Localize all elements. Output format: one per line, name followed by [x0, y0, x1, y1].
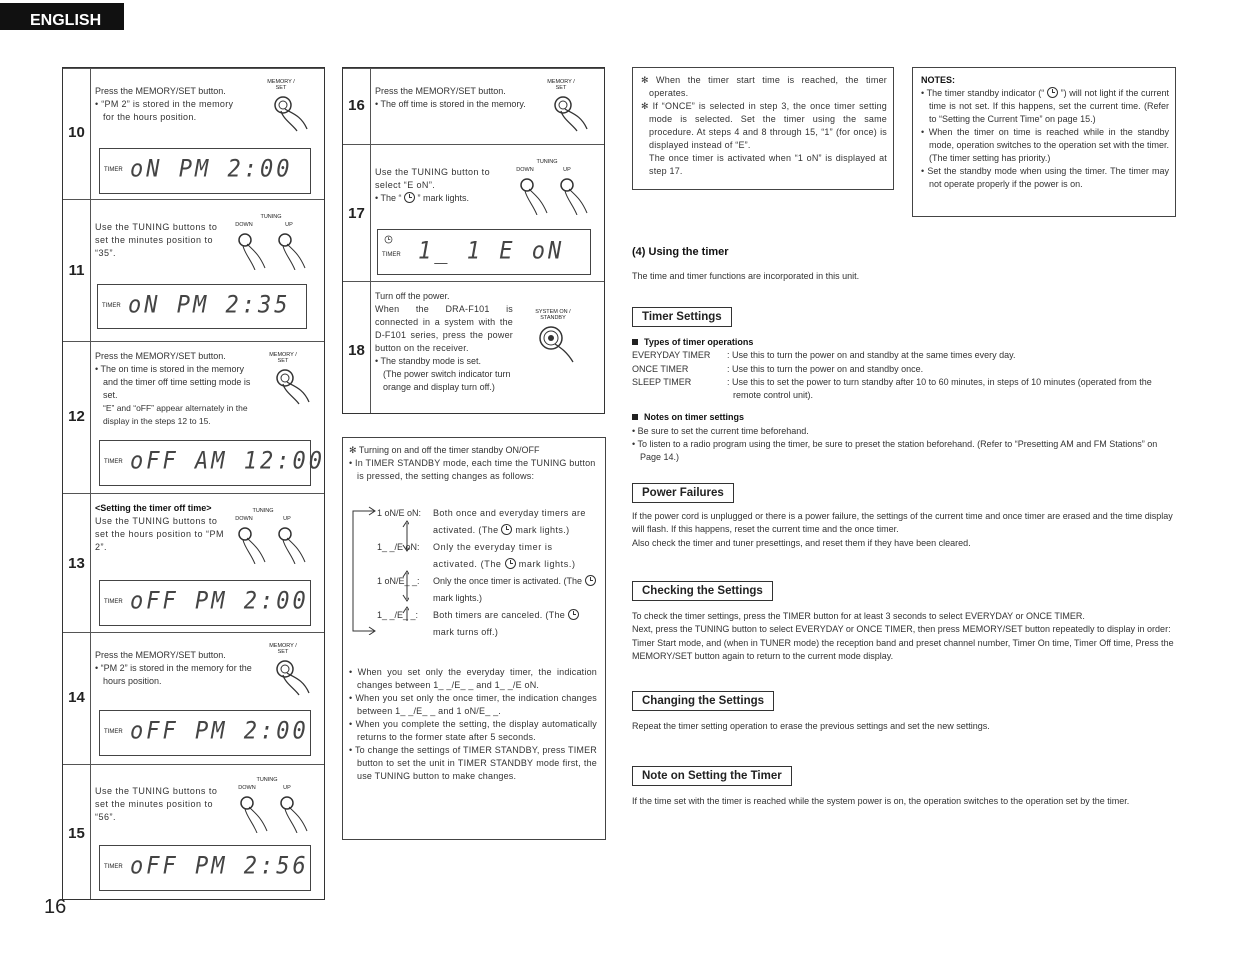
- step-instruction: Use the TUNING buttons to set the minutes position to “35”.: [95, 222, 218, 258]
- step-number: 18: [348, 342, 365, 359]
- tuning-label: TUNING: [252, 508, 274, 514]
- standby-intro: • In TIMER STANDBY mode, each time the TUNING button is pressed, the setting changes as follows:: [349, 458, 596, 481]
- timer-notes-box: ✻ When the timer start time is reached, the timer operates. ✻ If “ONCE” is selected in step 3, the once timer setting mode is selected. Set the timer using the same procedure. At steps 4 and 8 through 15, “1” (for once) is displayed instead of “E”. The once timer is activated when “1 oN” is displayed at step 17.: [632, 67, 894, 190]
- section-title: (4) Using the timer: [632, 246, 729, 258]
- up-label: UP: [283, 516, 291, 522]
- memory-set-label: MEMORY / SET: [547, 79, 575, 91]
- up-label: UP: [285, 222, 293, 228]
- step-14: [63, 632, 324, 765]
- standby-title: ✻ Turning on and off the timer standby ON/OFF: [349, 445, 540, 455]
- tuning-label: TUNING: [256, 777, 278, 783]
- hand-press-icon: [273, 657, 313, 697]
- step-number: 12: [68, 408, 85, 425]
- step-number: 11: [68, 262, 85, 279]
- hand-press-icon: [235, 230, 315, 270]
- timer-clock-icon: [1047, 87, 1058, 98]
- timer-clock-icon: [568, 609, 579, 620]
- down-label: DOWN: [235, 222, 253, 228]
- step-number: 14: [68, 689, 85, 706]
- hand-press-icon: [551, 93, 591, 133]
- hand-press-icon: [237, 793, 317, 833]
- memory-set-label: MEMORY / SET: [269, 643, 297, 655]
- step-13: [63, 493, 324, 633]
- step-instruction: <Setting the timer off time> Use the TUNING buttons to set the hours position to “PM 2”.: [95, 503, 225, 552]
- step-17: [343, 144, 604, 282]
- step-instruction: Use the TUNING buttons to set the minutes position to “56”.: [95, 786, 218, 822]
- timer-clock-icon: [501, 524, 512, 535]
- changing-settings-body: Repeat the timer setting operation to erase the previous settings and set the new settings.: [632, 721, 990, 731]
- tuning-label: TUNING: [260, 214, 282, 220]
- down-label: DOWN: [238, 785, 256, 791]
- system-standby-label: SYSTEM ON / STANDBY: [535, 309, 571, 321]
- hand-press-icon: [271, 93, 311, 133]
- timer-display: TIMER 1_ 1 E oN: [377, 229, 591, 275]
- step-number: 16: [348, 97, 365, 114]
- steps-mid-panel: [342, 67, 605, 414]
- step-instruction: Turn off the power. When the DRA-F101 is connected in a system with the D-F101 series, press the power button on the receiver. • The standby mode is set. (The power switch indicator turn orange and display turn off.): [375, 291, 513, 392]
- step-18: [343, 281, 604, 416]
- timer-clock-icon: [385, 236, 393, 244]
- step-12: [63, 341, 324, 494]
- step-instruction: Press the MEMORY/SET button. • “PM 2” is stored in the memory for the hours position.: [95, 650, 252, 686]
- notes-item: • Set the standby mode when using the timer. The timer may not operate properly if the power is on.: [921, 166, 1169, 189]
- step-number: 13: [68, 555, 85, 572]
- timer-clock-icon: [404, 192, 415, 203]
- mark-lights-note: • The “ ” mark lights.: [375, 193, 470, 203]
- heading-power-failures: Power Failures: [632, 483, 734, 503]
- notes-item: • When the timer on time is reached while in the standby mode, operation switches to the operation set with the timer. (The timer setting has priority.): [921, 127, 1169, 163]
- heading-note-setting-timer: Note on Setting the Timer: [632, 766, 792, 786]
- step-10: [63, 68, 324, 200]
- notes-item: • The timer standby indicator (“ ”) will not light if the current time is not set. If this happens, set the current time. (Refer to “Setting the Current Time” on page 15.): [921, 88, 1169, 124]
- down-label: DOWN: [235, 516, 253, 522]
- hand-press-icon: [235, 524, 315, 564]
- heading-timer-settings: Timer Settings: [632, 307, 732, 327]
- step-16: [343, 68, 604, 145]
- language-tab: ENGLISH: [0, 3, 124, 30]
- hand-press-icon: [273, 366, 313, 406]
- heading-changing-settings: Changing the Settings: [632, 691, 774, 711]
- power-failures-body: If the power cord is unplugged or there is a power failure, the settings of the current time and once timer are erased and the time display will flash. If this happens, reset the current time and the once timer. Also check the timer and tuner presettings, and reset them if they have been cleared.: [632, 511, 1173, 548]
- down-label: DOWN: [516, 167, 534, 173]
- page-number: 16: [44, 896, 67, 918]
- timer-standby-box: [342, 437, 606, 840]
- step-11: [63, 199, 324, 342]
- timer-display: TIMER oFF PM 2:00: [99, 580, 311, 626]
- timer-clock-icon: [585, 575, 596, 586]
- hand-press-icon: [517, 175, 597, 215]
- step-number: 17: [348, 205, 365, 222]
- memory-set-label: MEMORY / SET: [269, 352, 297, 364]
- step-instruction: Press the MEMORY/SET button. • “PM 2” is stored in the memory for the hours position.: [95, 86, 234, 122]
- timer-display: TIMER oFF AM 12:00: [99, 440, 311, 486]
- cycle-list: 1 oN/E oN: Both once and everyday timers are activated. (The mark lights.) 1_ _/E oN: Only the everyday timer is activated. (The mark lights.) 1 oN/E_ _: Only the once timer is activated. (The mark lights.) 1_ _/E_ _: Both timers are canceled. (The mark turns off.): [377, 505, 599, 641]
- step-number: 15: [68, 825, 85, 842]
- timer-clock-icon: [505, 558, 516, 569]
- notes-title: NOTES:: [921, 75, 956, 85]
- section-intro: The time and timer functions are incorporated in this unit.: [632, 271, 860, 281]
- heading-checking-settings: Checking the Settings: [632, 581, 773, 601]
- up-label: UP: [283, 785, 291, 791]
- tuning-label: TUNING: [536, 159, 558, 165]
- up-label: UP: [563, 167, 571, 173]
- step-15: [63, 764, 324, 902]
- timer-display: TIMER oN PM 2:35: [97, 284, 307, 329]
- step-instruction: Press the MEMORY/SET button. • The off time is stored in the memory.: [375, 86, 526, 109]
- step-instruction: Press the MEMORY/SET button. • The on time is stored in the memory and the timer off time setting mode is set. “E” and “oFF” appear alternately in the display in the steps 12 to 15.: [95, 351, 251, 426]
- notes-box: [912, 67, 1176, 217]
- memory-set-label: MEMORY / SET: [267, 79, 295, 91]
- timer-display: TIMER oN PM 2:00: [99, 148, 311, 194]
- power-button-icon: [537, 324, 577, 364]
- timer-settings-body: Types of timer operations EVERYDAY TIMER : Use this to turn the power on and standby at the same times every day. ONCE TIMER : Use this to turn the power on and standby once. SLEEP TIMER : Use this to set the power to turn standby after 10 to 60 minutes, in steps of 10 minutes (operated from the remote control unit). Notes on timer settings • Be sure to set the current time beforehand. • To listen to a radio program using the timer, be sure to preset the station beforehand. (Refer to “Presetting AM and FM Stations” on Page 14.): [632, 337, 1158, 463]
- checking-settings-body: To check the timer settings, press the TIMER button for at least 3 seconds to select EVERYDAY or ONCE TIMER. Next, press the TUNING button to select EVERYDAY or ONCE TIMER, then press MEMORY/SET button repeatedly to display in order: Timer Start mode, and (when in TUNER mode) the reception band and preset channel number, Timer On time, Timer Off time, Press the MEMORY/SET button again to return to the current mode display.: [632, 611, 1174, 661]
- note-setting-body: If the time set with the timer is reached while the system power is on, the operation switches to the operation set by the timer.: [632, 796, 1130, 806]
- step-number: 10: [68, 124, 85, 141]
- standby-notes: • When you set only the everyday timer, the indication changes between 1_ _/E_ _ and 1_ _/E oN. • When you set only the once timer, the indication changes between 1_ _/E_ _ and 1 oN/E_ _. • When you complete the setting, the display automatically returns to the former state after 5 seconds. • To change the settings of TIMER STANDBY, press TIMER button to set the unit in TIMER STANDBY mode first, the use TUNING button to make changes.: [349, 667, 597, 781]
- steps-left-panel: [62, 67, 325, 900]
- timer-display: TIMER oFF PM 2:56: [99, 845, 311, 891]
- timer-display: TIMER oFF PM 2:00: [99, 710, 311, 756]
- step-instruction: Use the TUNING button to select “E oN”. • The “ ” mark lights.: [375, 166, 511, 205]
